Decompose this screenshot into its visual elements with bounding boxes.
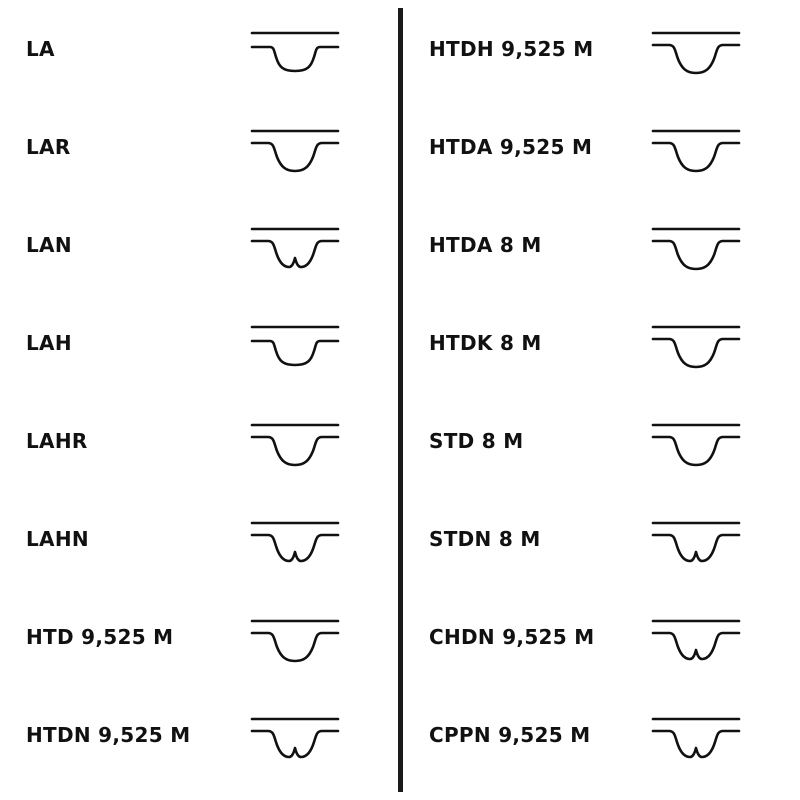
profile-label: LAHN — [26, 527, 89, 551]
round-single-deep-icon — [651, 17, 741, 81]
profile-label: LAH — [26, 331, 72, 355]
profile-row — [401, 490, 800, 588]
profile-row — [401, 98, 800, 196]
round-notched-center-icon — [651, 507, 741, 571]
round-single-deep-icon — [250, 115, 340, 179]
profile-label: CHDN 9,525 M — [429, 625, 595, 649]
profile-row — [0, 392, 399, 490]
round-single-deep-icon — [651, 409, 741, 473]
round-single-deep-icon — [250, 605, 340, 669]
profile-label: HTD 9,525 M — [26, 625, 174, 649]
profile-label: HTDA 8 M — [429, 233, 542, 257]
profile-label: HTDA 9,525 M — [429, 135, 593, 159]
profile-label: LAR — [26, 135, 71, 159]
round-notched-center-icon — [651, 703, 741, 767]
profile-row — [0, 196, 399, 294]
round-single-deep-icon — [651, 115, 741, 179]
profile-label: HTDN 9,525 M — [26, 723, 191, 747]
round-single-deep-icon — [651, 213, 741, 277]
left-column — [0, 0, 399, 800]
profile-label: CPPN 9,525 M — [429, 723, 591, 747]
profile-row — [0, 588, 399, 686]
right-column — [401, 0, 800, 800]
profile-label: STDN 8 M — [429, 527, 541, 551]
round-notched-center-icon — [250, 213, 340, 277]
profile-row — [401, 196, 800, 294]
round-notched-center-icon — [651, 605, 741, 669]
profile-label: LAN — [26, 233, 72, 257]
profile-label: STD 8 M — [429, 429, 524, 453]
trapezoid-wide-flat-icon — [250, 17, 340, 81]
profile-row — [0, 294, 399, 392]
profile-label: LA — [26, 37, 55, 61]
profile-row — [401, 392, 800, 490]
profile-row — [401, 0, 800, 98]
trapezoid-wide-flat-icon — [250, 311, 340, 375]
profile-label: LAHR — [26, 429, 88, 453]
profile-label: HTDH 9,525 M — [429, 37, 594, 61]
round-notched-center-icon — [250, 507, 340, 571]
profile-row — [0, 0, 399, 98]
round-single-deep-icon — [250, 409, 340, 473]
profile-row — [401, 686, 800, 784]
round-notched-center-icon — [250, 703, 340, 767]
profile-row — [0, 686, 399, 784]
profile-label: HTDK 8 M — [429, 331, 542, 355]
profile-row — [0, 98, 399, 196]
profile-row — [401, 588, 800, 686]
profile-row — [0, 490, 399, 588]
profile-row — [401, 294, 800, 392]
round-single-deep-icon — [651, 311, 741, 375]
